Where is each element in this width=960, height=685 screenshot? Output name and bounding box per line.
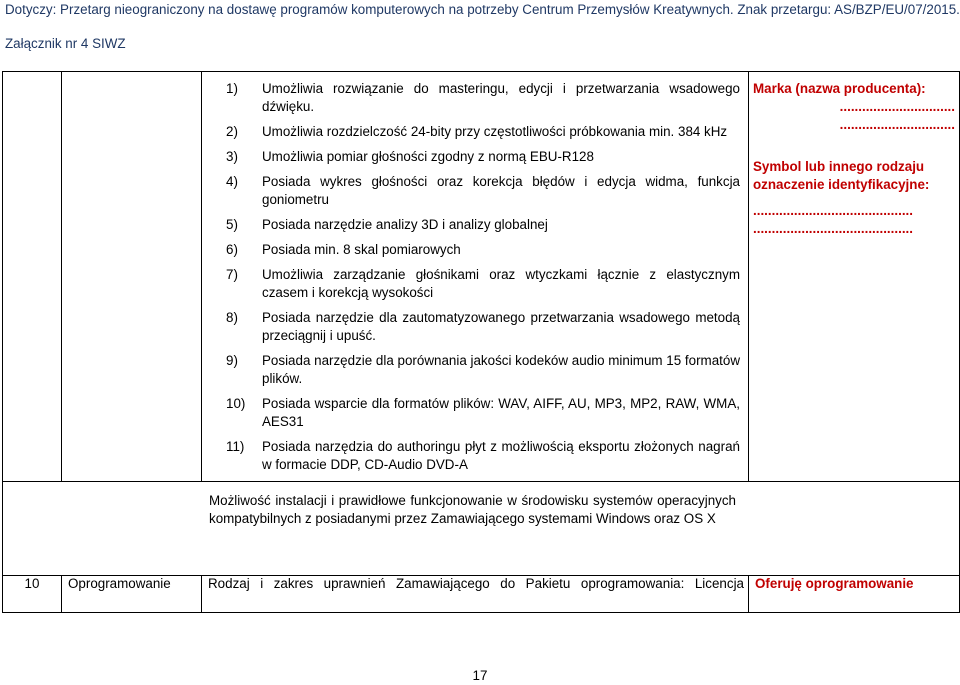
symbol-label: Symbol lub innego rodzaju oznaczenie identyfikacyjne: <box>753 159 930 192</box>
empty-cell-name <box>62 72 202 482</box>
feature-list <box>202 72 748 474</box>
feature-number: 10) <box>226 396 246 411</box>
feature-item <box>226 352 740 388</box>
feature-number: 9) <box>226 353 238 368</box>
symbol-dots-2: ........................................... <box>753 221 913 236</box>
row10-description: Rodzaj i zakres uprawnień Zamawiającego do Pakietu oprogramowania: Licencja <box>202 576 749 613</box>
brand-label: Marka (nazwa producenta): <box>753 81 926 96</box>
feature-text: Posiada wykres głośności oraz korekcja błędów i edycja widma, funkcja goniometru <box>262 174 740 207</box>
feature-text: Umożliwia zarządzanie głośnikami oraz wtyczkami łącznie z elastycznym czasem i korekcją wysokości <box>262 267 740 300</box>
feature-number: 3) <box>226 149 238 164</box>
row10-number: 10 <box>3 576 62 613</box>
feature-text: Umożliwia pomiar głośności zgodny z normą EBU-R128 <box>262 149 594 164</box>
feature-item <box>226 241 740 259</box>
empty-cell-number <box>3 72 62 482</box>
feature-number: 7) <box>226 267 238 282</box>
feature-item <box>226 309 740 345</box>
specification-table <box>2 71 960 613</box>
feature-item <box>226 266 740 302</box>
features-row <box>3 72 960 482</box>
feature-number: 6) <box>226 242 238 257</box>
brand-dots-2: ............................... <box>839 117 955 132</box>
feature-text: Posiada narzędzie dla porównania jakości kodeków audio minimum 15 formatów plików. <box>262 353 740 386</box>
feature-item <box>226 395 740 431</box>
feature-item <box>226 123 740 141</box>
feature-item <box>226 80 740 116</box>
feature-text: Umożliwia rozwiązanie do masteringu, edycji i przetwarzania wsadowego dźwięku. <box>262 81 740 114</box>
compat-row <box>3 482 960 576</box>
brand-dots: ............................... <box>839 99 955 114</box>
attachment-label: Załącznik nr 4 SIWZ <box>5 36 126 51</box>
row-10 <box>3 576 960 613</box>
compat-text: Możliwość instalacji i prawidłowe funkcjonowanie w środowisku systemów operacyjnych kompatybilnych z posiadanymi przez Zamawiającego systemami Windows oraz OS X <box>209 493 736 526</box>
offer-cell <box>749 72 960 482</box>
feature-number: 2) <box>226 124 238 139</box>
feature-number: 4) <box>226 174 238 189</box>
symbol-dots: ........................................... <box>753 203 913 218</box>
feature-number: 5) <box>226 217 238 232</box>
compat-cell <box>3 482 960 576</box>
feature-number: 8) <box>226 310 238 325</box>
feature-text: Posiada wsparcie dla formatów plików: WAV, AIFF, AU, MP3, MP2, RAW, WMA, AES31 <box>262 396 740 429</box>
feature-number: 1) <box>226 81 238 96</box>
page-number: 17 <box>472 668 488 683</box>
feature-text: Posiada narzędzia do authoringu płyt z możliwością eksportu złożonych nagrań w formacie DDP, CD-Audio DVD-A <box>262 439 740 472</box>
document-header: Dotyczy: Przetarg nieograniczony na dostawę programów komputerowych na potrzeby Centrum Przemysłów Kreatywnych. Znak przetargu: AS/BZP/EU/07/2015. <box>5 2 960 17</box>
feature-number: 11) <box>226 439 245 454</box>
feature-text: Umożliwia rozdzielczość 24-bity przy częstotliwości próbkowania min. 384 kHz <box>262 124 728 139</box>
feature-item <box>226 173 740 209</box>
row10-name: Oprogramowanie <box>62 576 202 613</box>
feature-item <box>226 438 740 474</box>
feature-text: Posiada min. 8 skal pomiarowych <box>262 242 461 257</box>
feature-text: Posiada narzędzie dla zautomatyzowanego przetwarzania wsadowego metodą przeciągnij i upuść. <box>262 310 740 343</box>
feature-item <box>226 148 740 166</box>
features-cell <box>202 72 749 482</box>
row10-offer: Oferuję oprogramowanie <box>749 576 960 613</box>
feature-text: Posiada narzędzie analizy 3D i analizy globalnej <box>262 217 548 232</box>
feature-item <box>226 216 740 234</box>
